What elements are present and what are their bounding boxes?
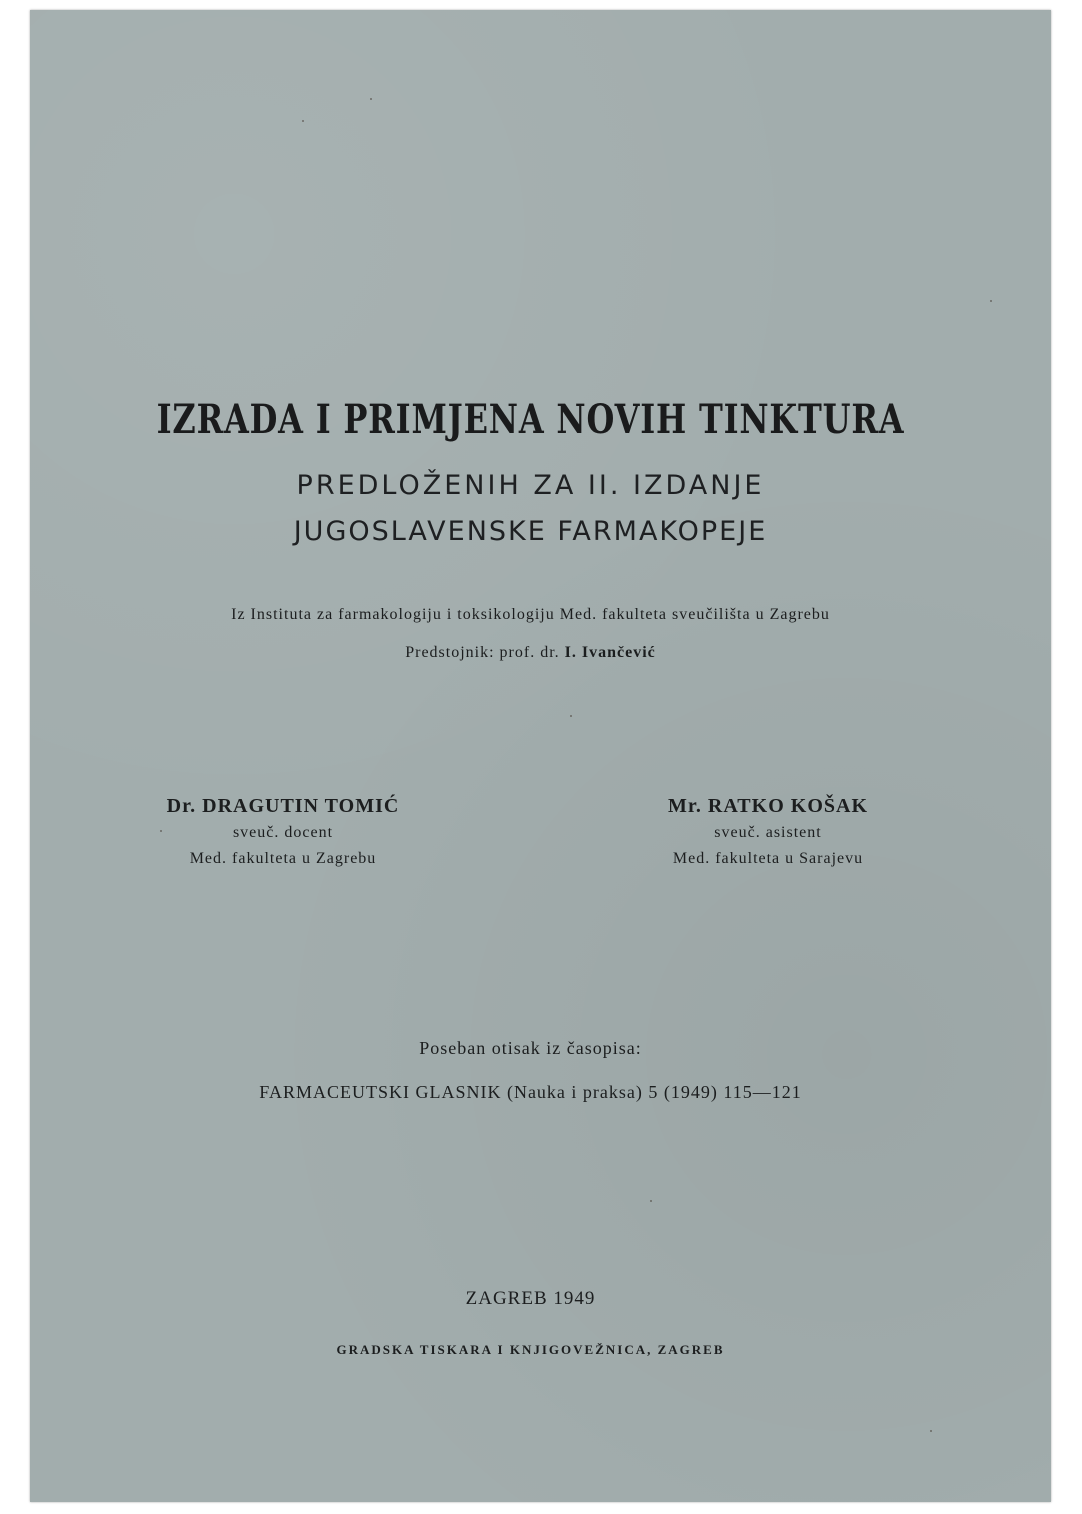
author-block-tomic	[133, 792, 433, 872]
paper-speck	[650, 1200, 652, 1202]
document-subtitle-line-1: PREDLOŽENIH ZA II. IZDANJE	[296, 470, 765, 501]
paper-speck	[302, 120, 304, 122]
head-prefix: Predstojnik: prof. dr.	[405, 644, 560, 661]
head-name: I. Ivančević	[564, 644, 656, 661]
booklet-cover	[30, 10, 1051, 1502]
author-institution: Med. fakulteta u Sarajevu	[672, 850, 864, 867]
reprint-note: Poseban otisak iz časopisa:	[419, 1038, 642, 1058]
author-name: Mr. RATKO KOŠAK	[667, 795, 868, 817]
paper-speck	[570, 715, 572, 717]
paper-speck	[370, 98, 372, 100]
author-institution: Med. fakulteta u Zagrebu	[189, 850, 377, 867]
document-subtitle-line-2: JUGOSLAVENSKE FARMAKOPEJE	[293, 516, 768, 547]
author-role: sveuč. docent	[232, 824, 334, 841]
paper-speck	[930, 1430, 932, 1432]
paper-speck	[990, 300, 992, 302]
institute-line: Iz Instituta za farmakologiju i toksikologiju Med. fakulteta sveučilišta u Zagrebu	[231, 606, 830, 623]
author-block-kosak	[618, 792, 918, 872]
institute-head-line	[20, 644, 1041, 662]
document-title: IZRADA I PRIMJENA NOVIH TINKTURA	[156, 396, 905, 443]
author-role: sveuč. asistent	[714, 824, 822, 841]
author-name: Dr. DRAGUTIN TOMIĆ	[166, 795, 400, 817]
place-year: ZAGREB 1949	[465, 1288, 596, 1309]
journal-citation: FARMACEUTSKI GLASNIK (Nauka i praksa) 5 (1949) 115—121	[259, 1082, 802, 1102]
printer-imprint: GRADSKA TISKARA I KNJIGOVEŽNICA, ZAGREB	[336, 1342, 725, 1357]
